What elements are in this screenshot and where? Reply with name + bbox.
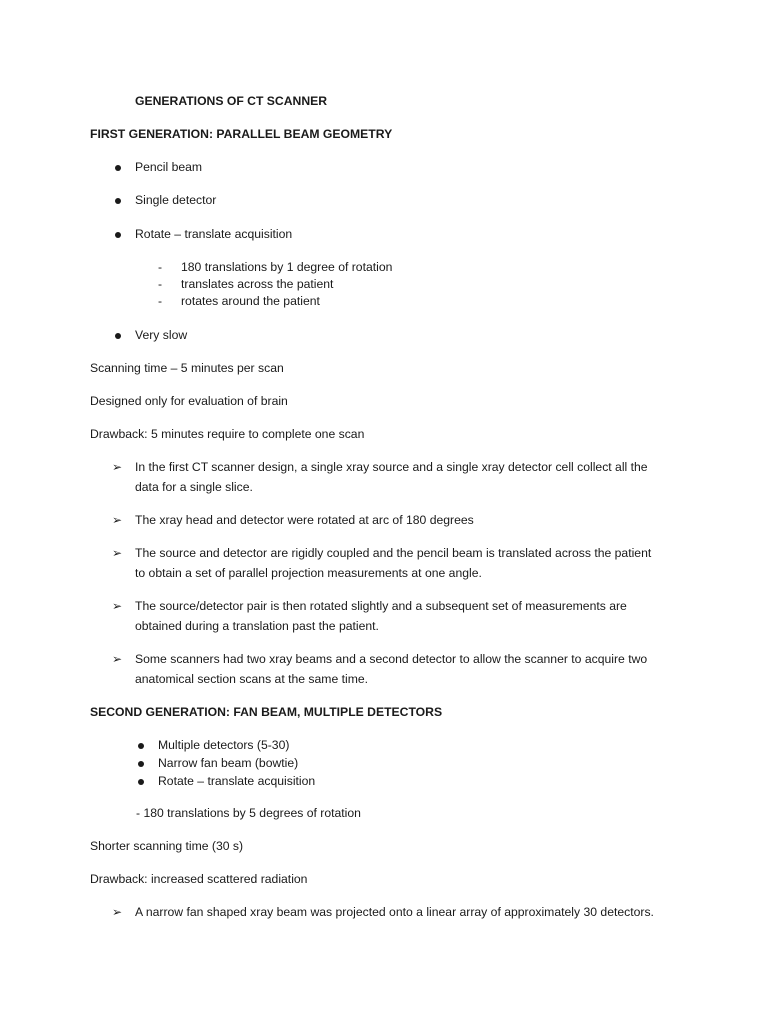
list-item: Rotate – translate acquisition	[135, 227, 293, 241]
arrow-item-line: anatomical section scans at the same time.	[135, 672, 369, 686]
arrow-item-line: A narrow fan shaped xray beam was projected onto a linear array of approximately 30 detectors.	[135, 905, 654, 919]
arrow-item-line: Some scanners had two xray beams and a second detector to allow the scanner to acquire two	[135, 652, 648, 666]
arrow-bullet-icon: ➢	[112, 513, 123, 527]
bullet-icon	[138, 779, 144, 785]
bullet-icon	[138, 761, 144, 767]
sub-list-item: rotates around the patient	[181, 294, 320, 308]
drawback-text: Drawback: 5 minutes require to complete one scan	[90, 427, 365, 441]
arrow-bullet-icon: ➢	[112, 599, 123, 613]
arrow-item-line: The source/detector pair is then rotated slightly and a subsequent set of measurements are	[135, 599, 627, 613]
list-item: Very slow	[135, 328, 188, 342]
arrow-bullet-icon: ➢	[112, 460, 123, 474]
arrow-item-line: The source and detector are rigidly coupled and the pencil beam is translated across the patient	[135, 546, 652, 560]
bullet-icon	[115, 165, 121, 171]
second-generation-heading: SECOND GENERATION: FAN BEAM, MULTIPLE DETECTORS	[90, 705, 443, 719]
bullet-icon	[115, 232, 121, 238]
sub-list-item: translates across the patient	[181, 277, 334, 291]
dash-marker: -	[158, 277, 163, 291]
arrow-item-line: In the first CT scanner design, a single xray source and a single xray detector cell collect all the	[135, 460, 648, 474]
list-item: Pencil beam	[135, 160, 203, 174]
bullet-icon	[115, 198, 121, 204]
arrow-item-line: The xray head and detector were rotated at arc of 180 degrees	[135, 513, 474, 527]
shorter-scanning-text: Shorter scanning time (30 s)	[90, 839, 244, 853]
arrow-bullet-icon: ➢	[112, 546, 123, 560]
arrow-bullet-icon: ➢	[112, 652, 123, 666]
dash-marker: -	[158, 294, 163, 308]
bullet-icon	[115, 333, 121, 339]
designed-text: Designed only for evaluation of brain	[90, 394, 288, 408]
list-item: Narrow fan beam (bowtie)	[158, 756, 299, 770]
sub-list-item: 180 translations by 1 degree of rotation	[181, 260, 393, 274]
scanning-time-text: Scanning time – 5 minutes per scan	[90, 361, 284, 375]
dash-marker: -	[158, 260, 163, 274]
list-item: Rotate – translate acquisition	[158, 774, 316, 788]
first-generation-heading: FIRST GENERATION: PARALLEL BEAM GEOMETRY	[90, 127, 393, 141]
dash-line-text: - 180 translations by 5 degrees of rotation	[136, 806, 361, 820]
arrow-item-line: data for a single slice.	[135, 480, 253, 494]
list-item: Multiple detectors (5-30)	[158, 738, 290, 752]
arrow-item-line: obtained during a translation past the patient.	[135, 619, 379, 633]
arrow-item-line: to obtain a set of parallel projection measurements at one angle.	[135, 566, 482, 580]
bullet-icon	[138, 743, 144, 749]
drawback-text: Drawback: increased scattered radiation	[90, 872, 308, 886]
list-item: Single detector	[135, 193, 217, 207]
document-title: GENERATIONS OF CT SCANNER	[135, 94, 328, 108]
arrow-bullet-icon: ➢	[112, 905, 123, 919]
